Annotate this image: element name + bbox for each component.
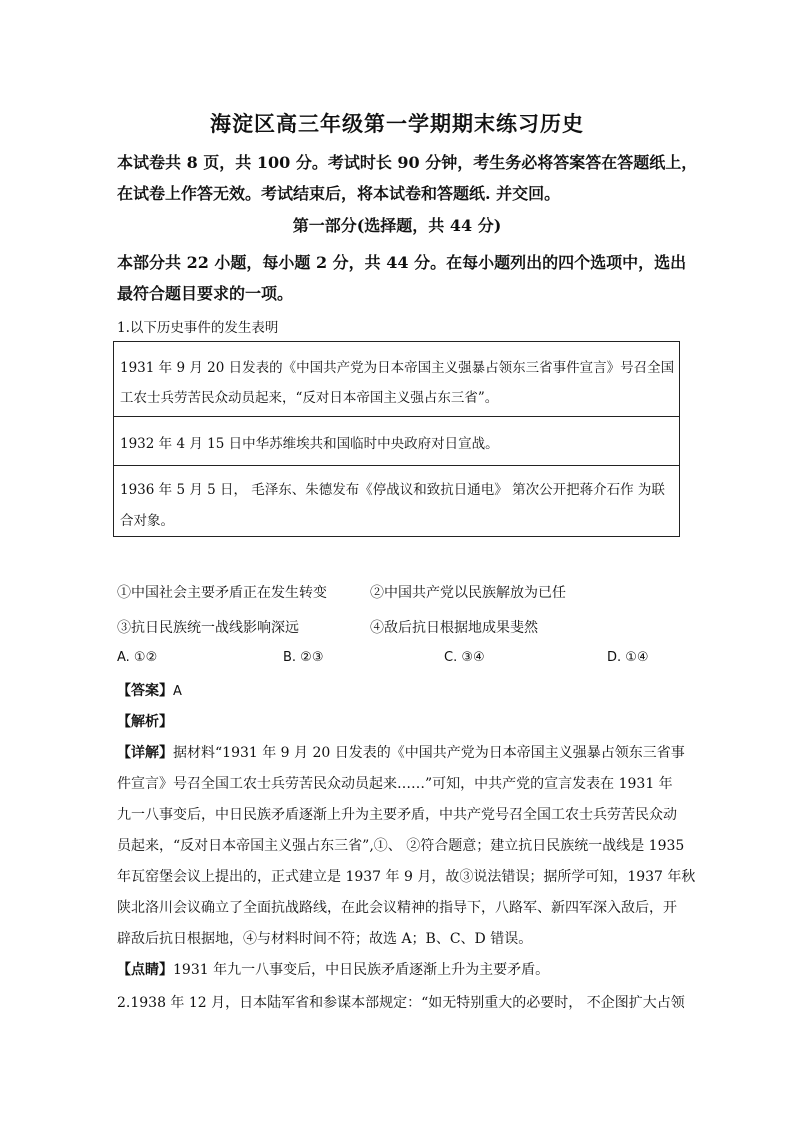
statement-2: ②中国共产党以民族解放为已任 — [370, 585, 566, 601]
table-cell-line: 合对象。 — [120, 513, 174, 529]
part-heading: 第一部分(选择题，共 44 分) — [292, 216, 502, 235]
table-row — [114, 466, 679, 536]
question-2-stem: 2.1938 年 12 月，日本陆军省和参谋本部规定：“如无特别重大的必要时， 不企图扩大占领 — [117, 995, 685, 1011]
statement-1: ①中国社会主要矛盾正在发生转变 — [117, 585, 327, 601]
detail-tag: 【详解】 — [117, 745, 173, 761]
statement-3: ③抗日民族统一战线影响深远 — [117, 620, 299, 636]
choice-c: C. ③④ — [444, 650, 485, 665]
analysis-heading: 【解析】 — [117, 714, 173, 730]
table-cell-line: 1931 年 9 月 20 日发表的《中国共产党为日本帝国主义强暴占领东三省事件宣言》号召全国 — [120, 360, 675, 376]
choice-d: D. ①④ — [607, 650, 649, 665]
point-line: 【点睛】1931 年九一八事变后，中日民族矛盾逐渐上升为主要矛盾。 — [117, 962, 550, 978]
table-cell-line: 1932 年 4 月 15 日中华苏维埃共和国临时中央政府对日宣战。 — [120, 436, 499, 452]
table-row — [114, 417, 679, 466]
detail-line: 【详解】据材料“1931 年 9 月 20 日发表的《中国共产党为日本帝国主义强暴占领东三省事 — [117, 745, 685, 761]
detail-line: 陕北洛川会议确立了全面抗战路线，在此会议精神的指导下，八路军、新四军深入敌后，开 — [117, 900, 677, 916]
choice-a: A. ①② — [117, 650, 158, 665]
answer-tag: 【答案】 — [117, 683, 173, 699]
part-intro-line-1: 本部分共 22 小题，每小题 2 分，共 44 分。在每小题列出的四个选项中，选出 — [117, 253, 687, 272]
point-tag: 【点睛】 — [117, 962, 173, 978]
detail-line: 件宣言》号召全国工农士兵劳苦民众动员起来……”可知，中共产党的宣言发表在 1931 年 — [117, 776, 673, 792]
detail-line: 年瓦窑堡会议上提出的，正式建立是 1937 年 9 月，故③说法错误；据所学可知，1937 年秋 — [117, 869, 696, 885]
table-cell-line: 1936 年 5 月 5 日， 毛泽东、朱德发布《停战议和致抗日通电》 第次公开把蒋介石作 为联 — [120, 482, 665, 498]
detail-line: 辟敌后抗日根据地，④与材料时间不符；故选 A；B、C、D 错误。 — [117, 931, 533, 947]
table-cell-line: 工农士兵劳苦民众动员起来，“反对日本帝国主义强占东三省”。 — [120, 390, 499, 406]
question-1-stem: 1.以下历史事件的发生表明 — [117, 320, 279, 336]
intro-line-1: 本试卷共 8 页，共 100 分。考试时长 90 分钟，考生务必将答案答在答题纸上， — [117, 153, 698, 172]
choice-b: B. ②③ — [283, 650, 324, 665]
detail-line: 九一八事变后，中日民族矛盾逐渐上升为主要矛盾，中共产党号召全国工农士兵劳苦民众动 — [117, 807, 677, 823]
answer-value: A — [173, 684, 182, 699]
detail-line: 员起来，“反对日本帝国主义强占东三省”,①、 ②符合题意；建立抗日民族统一战线是 1935 — [117, 838, 685, 854]
statement-4: ④敌后抗日根据地成果斐然 — [370, 620, 538, 636]
table-row — [114, 342, 679, 417]
question-1-material-table — [113, 341, 680, 537]
answer-line — [117, 680, 182, 700]
intro-line-2: 在试卷上作答无效。考试结束后，将本试卷和答题纸. 并交回。 — [117, 184, 561, 203]
page-title: 海淀区高三年级第一学期期末练习历史 — [210, 111, 584, 136]
part-intro-line-2: 最符合题目要求的一项。 — [117, 284, 294, 303]
